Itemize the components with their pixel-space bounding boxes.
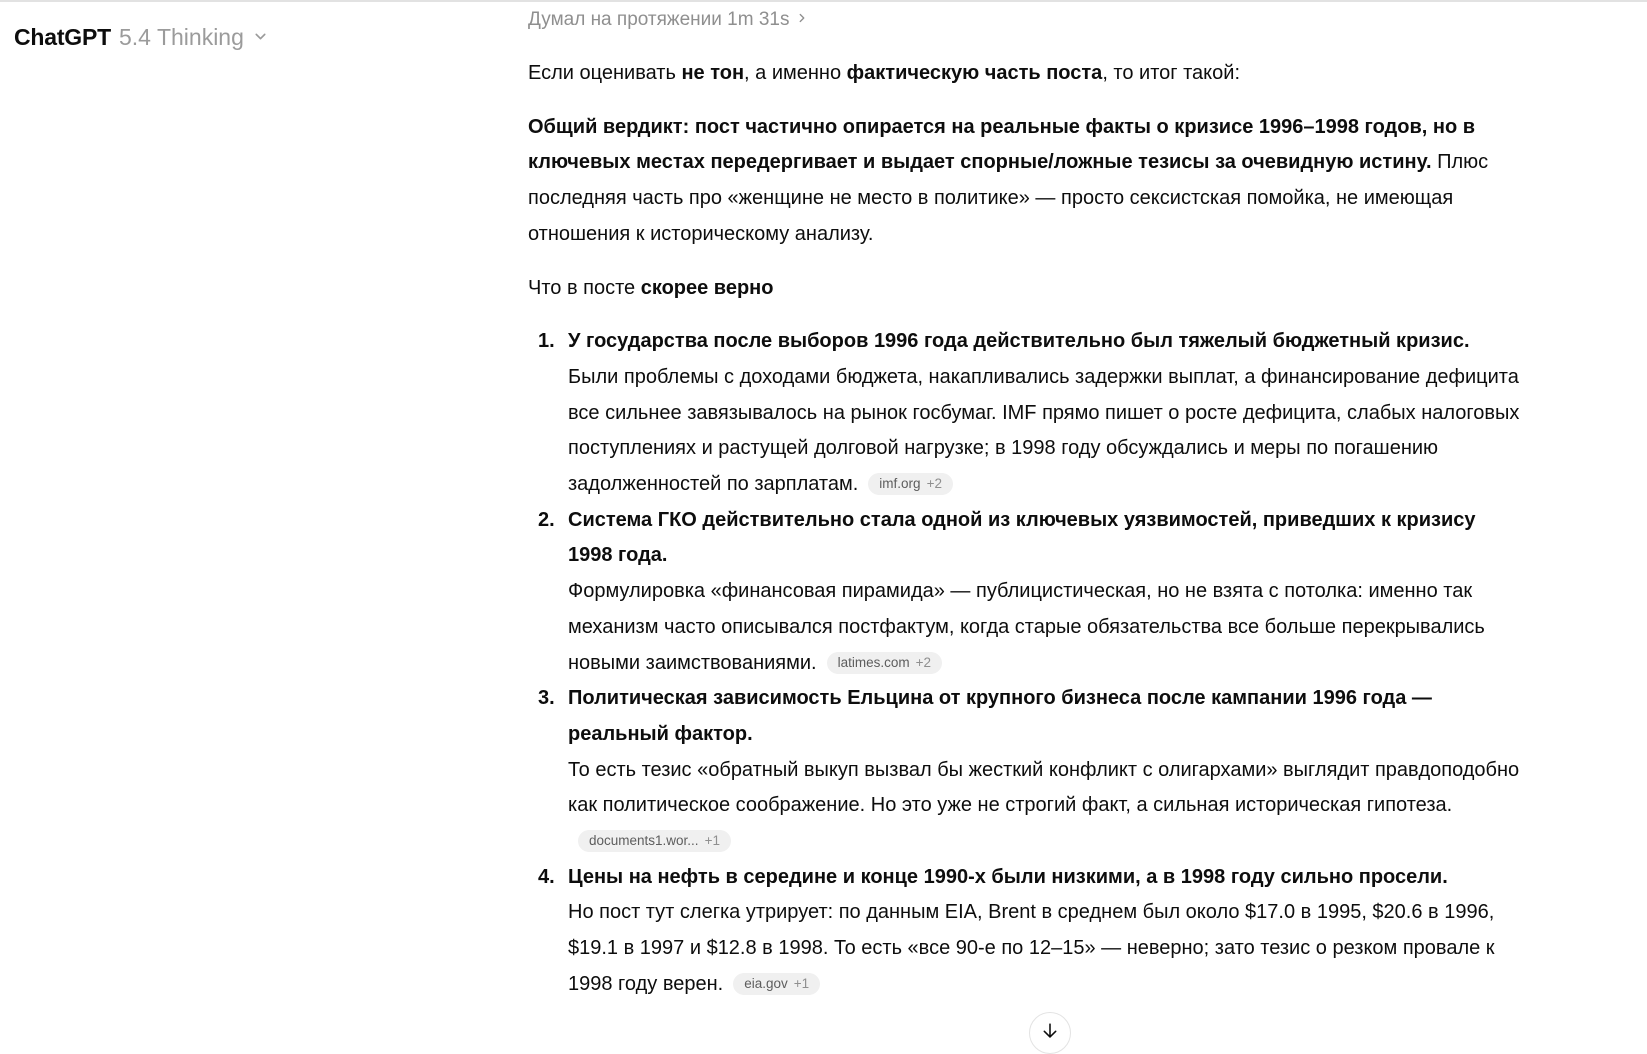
list-item-number: 3.: [538, 687, 555, 710]
list-item-body: [568, 574, 1520, 681]
top-divider: [0, 0, 1647, 2]
list-item: [538, 503, 1520, 682]
citation-source: latimes.com: [837, 654, 910, 670]
chevron-right-icon: [795, 6, 809, 34]
citation-count: +1: [793, 975, 810, 991]
thinking-duration-label: Думал на протяжении 1m 31s: [528, 9, 790, 30]
citation-source: imf.org: [879, 476, 921, 492]
list-item-head: Цены на нефть в середине и конце 1990-х были низкими, а в 1998 году сильно просели.: [568, 865, 1448, 888]
list-item-head: Политическая зависимость Ельцина от крупного бизнеса после кампании 1996 года — реальный фактор.: [568, 687, 1432, 745]
citation-badge[interactable]: [578, 830, 731, 852]
verdict-rest: Плюс последняя часть про «женщине не место в политике» — просто сексистская помойка, не имеющая отношения к историческому анализу.: [528, 151, 1489, 245]
app-name: ChatGPT: [14, 24, 111, 50]
assistant-message: [528, 6, 1520, 1003]
list-item-body: [568, 895, 1520, 1002]
list-item-number: 4.: [538, 865, 555, 888]
section-heading-bold: скорее верно: [640, 276, 774, 299]
section-heading: [528, 271, 1520, 307]
citation-badge[interactable]: [827, 652, 942, 674]
list-item: [538, 681, 1520, 860]
list-item-body: [568, 753, 1520, 860]
thinking-duration-toggle[interactable]: [528, 6, 809, 34]
citation-count: +2: [915, 654, 932, 670]
intro-bold: не тон: [681, 62, 745, 84]
intro-paragraph: [528, 56, 1520, 92]
model-name: 5.4 Thinking: [119, 24, 244, 50]
intro-bold: фактическую часть поста: [846, 62, 1103, 84]
fact-list: [528, 324, 1520, 1002]
list-item-number: 1.: [538, 330, 555, 353]
arrow-down-icon: [1039, 1020, 1061, 1047]
list-item-text: Но пост тут слегка утрирует: по данным EIA, Brent в среднем был около $17.0 в 1995, $20.6 в 1996, $19.1 в 1997 и $12.8 в 1998. То есть «все 90-е по 12–15» — неверно; зато тезис о резком провале к 1998 году верен.: [568, 901, 1495, 995]
list-item-text: То есть тезис «обратный выкуп вызвал бы жесткий конфликт с олигархами» выглядит правдоподобно как политическое соображение. Но это уже не строгий факт, а сильная историческая гипотеза.: [568, 758, 1520, 817]
citation-badge[interactable]: [733, 973, 820, 995]
citation-count: +2: [926, 476, 942, 492]
model-selector[interactable]: [14, 22, 269, 52]
citation-count: +1: [704, 833, 720, 849]
list-item-number: 2.: [538, 508, 555, 531]
verdict-bold: Общий вердикт: пост частично опирается на реальные факты о кризисе 1996–1998 годов, но в ключевых местах передергивает и выдает спорные/ложные тезисы за очевидную истину.: [528, 115, 1476, 174]
intro-text: Если оценивать: [528, 62, 682, 84]
list-item-body: [568, 360, 1520, 503]
citation-source: eia.gov: [744, 975, 788, 991]
citation-badge[interactable]: [868, 473, 953, 495]
section-heading-text: Что в посте: [528, 276, 641, 299]
list-item: [538, 860, 1520, 1003]
scroll-to-bottom-button[interactable]: [1029, 1012, 1071, 1054]
list-item-text: Формулировка «финансовая пирамида» — публицистическая, но не взята с потолка: именно так механизм часто описывался постфактум, когда старые обязательства все больше перекрывались новыми заимствованиями.: [568, 580, 1485, 674]
list-item: [538, 324, 1520, 503]
list-item-head: У государства после выборов 1996 года действительно был тяжелый бюджетный кризис.: [568, 330, 1470, 353]
verdict-paragraph: [528, 110, 1520, 253]
intro-text: , то итог такой:: [1102, 62, 1241, 84]
citation-source: documents1.wor...: [589, 833, 699, 849]
chevron-down-icon: [252, 22, 269, 52]
list-item-text: Были проблемы с доходами бюджета, накапливались задержки выплат, а финансирование дефицита все сильнее завязывалось на рынок госбумаг. IMF прямо пишет о росте дефицита, слабых налоговых поступлениях и растущей долговой нагрузке; в 1998 году обсуждались и меры по погашению задолженностей по зарплатам.: [568, 365, 1520, 496]
list-item-head: Система ГКО действительно стала одной из ключевых уязвимостей, приведших к кризису 1998 года.: [568, 508, 1476, 567]
intro-text: , а именно: [744, 62, 847, 84]
